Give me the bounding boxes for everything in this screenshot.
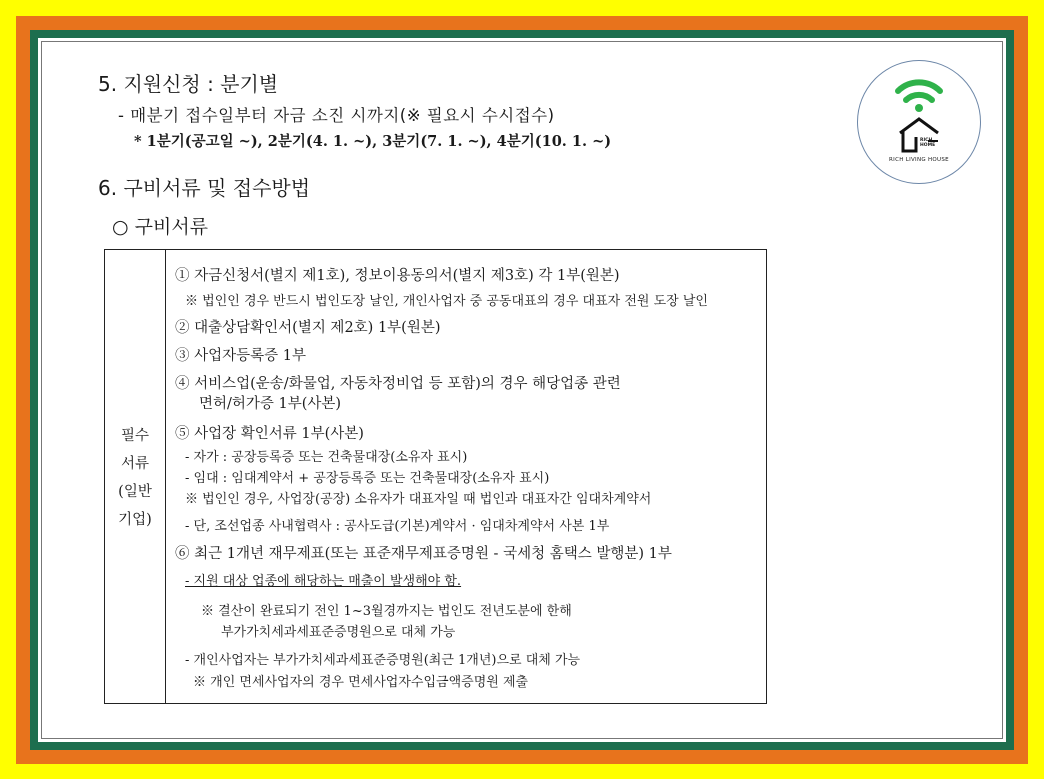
- doc-item-5-lease: - 임대 : 임대계약서 + 공장등록증 또는 건축물대장(소유자 표시): [185, 471, 550, 486]
- logo-mark-text: RICH HOME: [920, 138, 936, 148]
- doc-item-4-cont: 면허/허가증 1부(사본): [199, 396, 342, 412]
- rich-living-house-logo: [857, 60, 981, 184]
- section-6-heading: 6. 구비서류 및 접수방법: [98, 176, 311, 200]
- doc-item-6: ⑥ 최근 1개년 재무제표(또는 표준재무제표증명원 - 국세청 홈택스 발행분) 1부: [175, 546, 672, 562]
- category-cell: [105, 250, 166, 703]
- doc-item-3: ③ 사업자등록증 1부: [175, 348, 306, 364]
- section-5-heading: 5. 지원신청 : 분기별: [98, 72, 279, 96]
- doc-item-1: ① 자금신청서(별지 제1호), 정보이용동의서(별지 제3호) 각 1부(원본): [175, 268, 620, 284]
- doc-note-5: ※ 법인인 경우, 사업장(공장) 소유자가 대표자일 때 법인과 대표자간 임대차계약서: [185, 492, 652, 507]
- section-5-quarters: * 1분기(공고일 ~), 2분기(4. 1. ~), 3분기(7. 1. ~), 4분기(10. 1. ~): [134, 133, 612, 150]
- doc-item-2: ② 대출상담확인서(별지 제2호) 1부(원본): [175, 320, 441, 336]
- wifi-house-icon: [858, 61, 980, 183]
- doc-note-6: ※ 결산이 완료되기 전인 1~3월경까지는 법인도 전년도분에 한해: [201, 604, 572, 619]
- required-documents-subheading: ○ 구비서류: [112, 216, 209, 238]
- document-page: [38, 38, 1006, 742]
- doc-item-6-requirement: - 지원 대상 업종에 해당하는 매출이 발생해야 함.: [185, 574, 462, 589]
- doc-item-6-individual: - 개인사업자는 부가가치세과세표준증명원(최근 1개년)으로 대체 가능: [185, 653, 581, 668]
- logo-name: RICH LIVING HOUSE: [889, 157, 949, 163]
- required-documents-table: [104, 249, 767, 704]
- doc-note-1: ※ 법인인 경우 반드시 법인도장 날인, 개인사업자 중 공동대표의 경우 대표자 전원 도장 날인: [185, 294, 708, 309]
- doc-item-5: ⑤ 사업장 확인서류 1부(사본): [175, 426, 364, 442]
- doc-item-5-own: - 자가 : 공장등록증 또는 건축물대장(소유자 표시): [185, 450, 468, 465]
- doc-note-6-taxfree: ※ 개인 면세사업자의 경우 면세사업자수입금액증명원 제출: [193, 675, 529, 690]
- category-label: 필수 서류 (일반 기업): [118, 428, 152, 528]
- section-5-period: - 매분기 접수일부터 자금 소진 시까지(※ 필요시 수시접수): [118, 106, 555, 125]
- doc-item-5-shipbuilding: - 단, 조선업종 사내협력사 : 공사도급(기본)계약서 · 임대차계약서 사본 1부: [185, 519, 610, 534]
- doc-item-4: ④ 서비스업(운송/화물업, 자동차정비업 등 포함)의 경우 해당업종 관련: [175, 376, 621, 392]
- doc-note-6-cont: 부가가치세과세표준증명원으로 대체 가능: [221, 625, 456, 640]
